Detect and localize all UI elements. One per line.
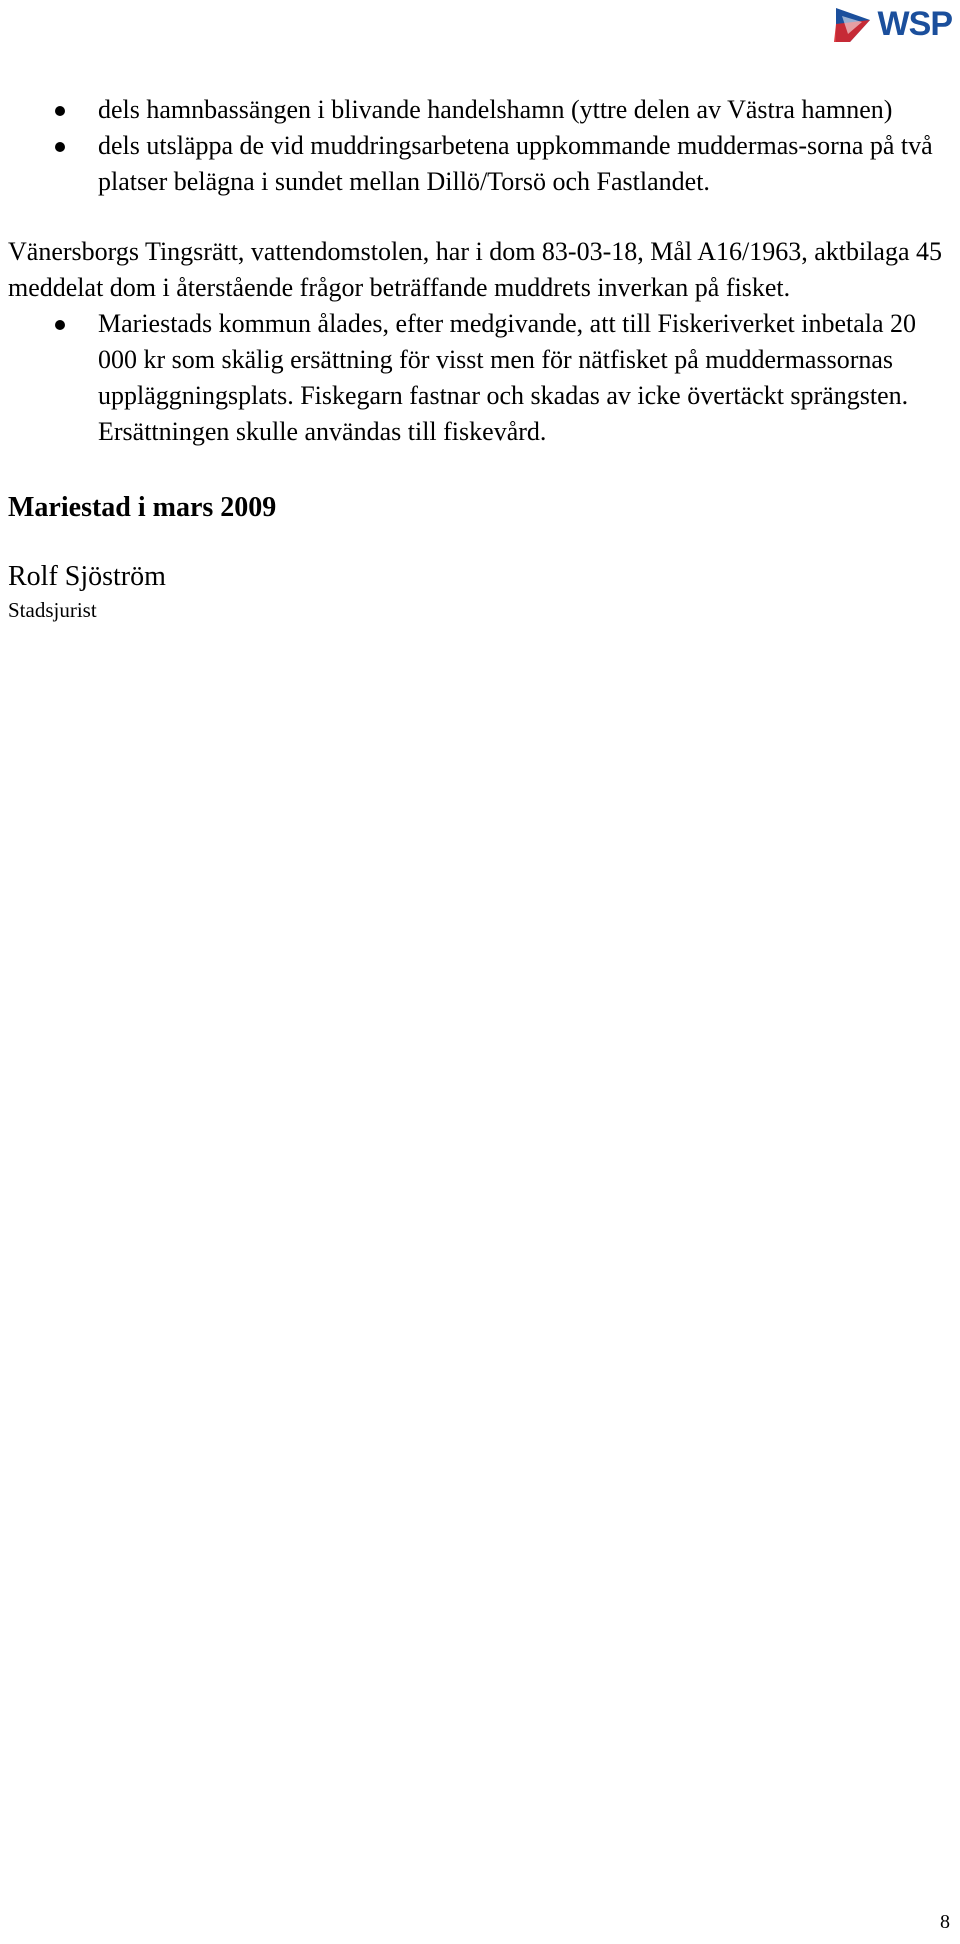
- bullet-list-compensation: [8, 306, 948, 450]
- list-item-text: dels utsläppa de vid muddringsarbetena uppkommande muddermas-sorna på två platser belägna i sundet mellan Dillö/Torsö och Fastlandet.: [98, 131, 933, 196]
- list-item-text: Mariestads kommun ålades, efter medgivande, att till Fiskeriverket inbetala 20 000 kr som skälig ersättning för visst men för nätfisket på muddermassornas uppläggningsplats. Fiskegarn fastnar och skadas av icke övertäckt sprängsten. Ersättningen skulle användas till fiskevård.: [98, 309, 917, 446]
- list-item-text: dels hamnbassängen i blivande handelshamn (yttre delen av Västra hamnen): [98, 95, 893, 124]
- wsp-logo: [832, 2, 952, 46]
- bullet-icon: [55, 320, 65, 330]
- list-item: [8, 306, 948, 450]
- signer-name: Rolf Sjöström: [8, 561, 166, 592]
- wsp-logo-mark-icon: [832, 2, 876, 46]
- bullet-icon: [55, 106, 65, 116]
- court-ruling-paragraph: Vänersborgs Tingsrätt, vattendomstolen, har i dom 83-03-18, Mål A16/1963, aktbilaga 45 meddelat dom i återstående frågor beträffande muddrets inverkan på fisket.: [8, 237, 942, 302]
- wsp-logo-text: WSP: [877, 5, 952, 43]
- page-number: 8: [940, 1911, 950, 1933]
- signer-title: Stadsjurist: [8, 598, 97, 622]
- closing-place-date: Mariestad i mars 2009: [8, 492, 277, 523]
- bullet-icon: [55, 142, 65, 152]
- list-item: [8, 92, 948, 128]
- bullet-list-dredging: [8, 92, 948, 200]
- list-item: [8, 128, 948, 200]
- document-body: [8, 92, 948, 624]
